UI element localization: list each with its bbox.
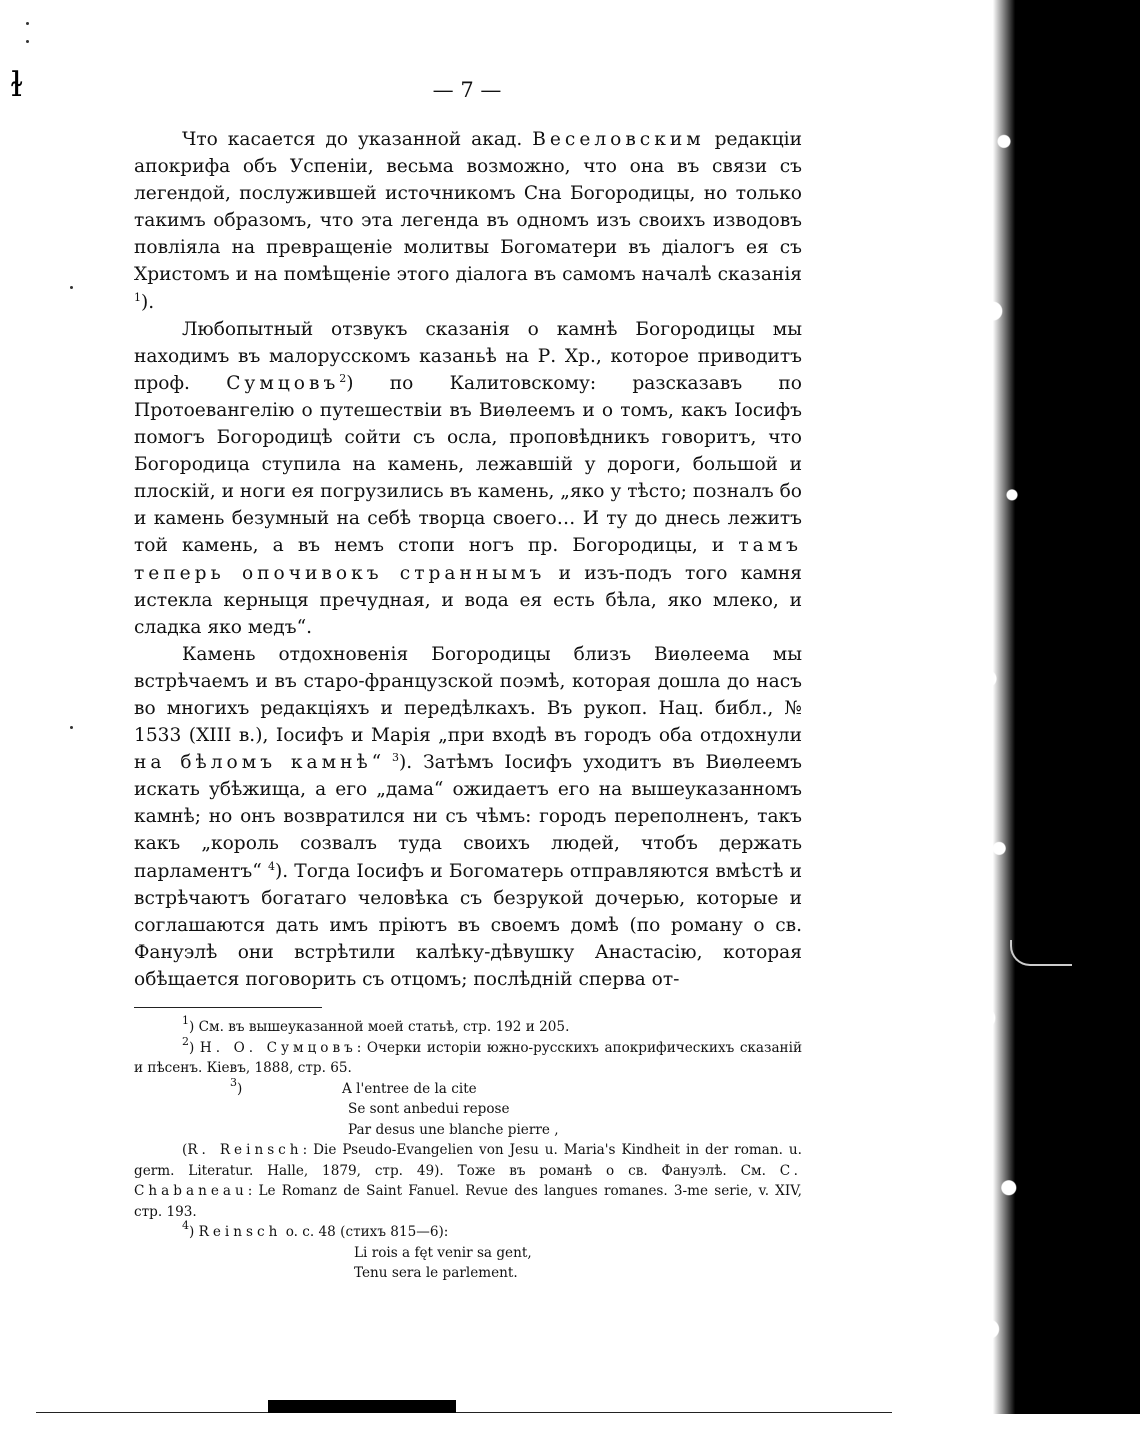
footnote-separator	[134, 1007, 322, 1008]
spaced-name: Веселовским	[532, 129, 705, 150]
scan-speck	[70, 286, 73, 289]
scan-bottom-bar	[268, 1400, 456, 1413]
scan-dark-edge	[980, 0, 1140, 1414]
page-number: — 7 —	[432, 78, 502, 102]
spaced-quote: тамъ теперь опочивокъ страннымъ	[134, 535, 802, 584]
footnote-ref: 2	[339, 371, 347, 385]
footnote-3: $^3$) A l'entree de la cite	[230, 1075, 477, 1097]
spaced-quote: на бѣломъ камнѣ	[134, 752, 372, 774]
verse-line: Se sont anbedui repose	[348, 1101, 510, 1117]
scan-bottom-rule	[36, 1412, 892, 1413]
footnote-2: $^2$) Н. О. Сумцовъ: Очерки исторіи южно-русскихъ апокрифическихъ сказаній и пѣсенъ. Кіевъ, 1888, стр. 65.	[134, 1034, 803, 1076]
paragraph-3: Камень отдохновенія Богородицы близъ Виѳлеема мы встрѣчаемъ и въ старо-французской поэмѣ, которая дошла до насъ во многихъ редакціяхъ и передѣлкахъ. Въ рукоп. Нац. библ., № 1533 (XIII в.), Іосифъ и Марія „при входѣ въ городъ оба отдохнули на бѣломъ камнѣ“ $^3$). Затѣмъ Іосифъ уходитъ въ Виѳлеемъ искать убѣжища, а его „дама“ ожидаетъ его на вышеуказанномъ камнѣ; но онъ возвратился ни съ чѣмъ: городъ переполненъ, такъ какъ „король созвалъ туда своихъ людей, чтобъ держать парламентъ“ $^4$). Тогда Іосифъ и Богоматерь отправляются вмѣстѣ и встрѣчаютъ богатаго человѣка съ безрукой дочерью, которые и соглашаются дать имъ пріютъ въ своемъ домѣ (по роману о св. Фануэлѣ они встрѣтили калѣку-дѣвушку Анастасію, которая обѣщается поговорить съ отцомъ; послѣдній сперва от-	[134, 643, 802, 990]
footnote-ref: 4	[267, 859, 275, 873]
verse-line: Li rois a fęt venir sa gent,	[354, 1244, 532, 1261]
verse-line: Tenu sera le parlement.	[354, 1265, 518, 1281]
scan-speck	[26, 40, 29, 43]
page-body	[134, 126, 802, 1284]
footnote-1: $^1$) См. въ вышеуказанной моей статьѣ, стр. 192 и 205.	[182, 1014, 570, 1035]
footnote-ref: 3	[392, 751, 400, 765]
verse-line: Par desus une blanche pierre ,	[348, 1121, 559, 1138]
paragraph-2: Любопытный отзвукъ сказанія о камнѣ Богородицы мы находимъ въ малорусскомъ казаньѣ на Р. Хр., которое приводитъ проф. Сумцовъ$^2$) по Калитовскому: разсказавъ по Протоевангелію о путешествіи въ Виѳлеемъ и о томъ, какъ Іосифъ помогъ Богородицѣ сойти съ осла, проповѣдникъ говоритъ, что Богородица ступила на камень, лежавшій у дороги, большой и плоскій, и ноги ея погрузились въ камень, „яко у тѣсто; позналъ бо и камень безумный на себѣ творца своего… И ту до днесь лежитъ той камень, а въ немъ стопи ногъ пр. Богородицы, и тамъ теперь опочивокъ страннымъ и изъ-подъ того камня истекла керныця пречудная, и вода ея есть бѣла, яко млеко, и сладка яко медъ“.	[134, 318, 802, 638]
scan-speck	[70, 726, 73, 729]
scan-speck	[26, 22, 29, 25]
spaced-name: Сумцовъ	[226, 372, 340, 394]
margin-pencil-mark: ɫ	[10, 65, 23, 105]
footnote-3-citation: (R. Reinsch: Die Pseudo-Evangelien von Jesu u. Maria's Kindheit in der roman. u. germ. Literatur. Halle, 1879, стр. 49). Тоже въ романѣ о св. Фануэлѣ. См. C. Chabaneau: Le Romanz de Saint Fanuel. Revue des langues romanes. 3-me serie, v. XIV, стр. 193.	[134, 1142, 803, 1220]
footnote-4: $^4$) Reinsch o. c. 48 (стихъ 815—6):	[182, 1219, 449, 1240]
verse-line: A l'entree de la cite	[342, 1080, 477, 1097]
paragraph-1: Что касается до указанной акад. Веселовским редакціи апокрифа объ Успеніи, весьма возможно, что она въ связи съ легендой, послужившей источникомъ Сна Богородицы, но только такимъ образомъ, что эта легенда въ одномъ изъ своихъ изводовъ повліяла на превращеніе молитвы Богоматери въ діалогъ ея съ Христомъ и на помѣщеніе этого діалога въ самомъ началѣ сказанія $^1$).	[134, 129, 802, 313]
page-fold-mark	[1010, 940, 1072, 966]
footnote-ref: 1	[134, 290, 141, 304]
